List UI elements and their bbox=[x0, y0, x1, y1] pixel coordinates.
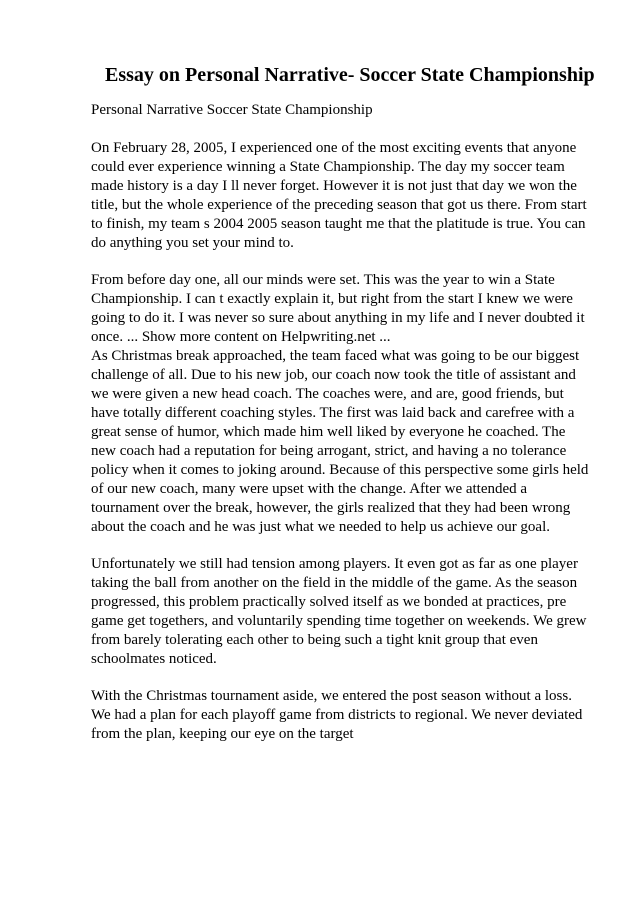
document-subtitle: Personal Narrative Soccer State Championship bbox=[91, 102, 373, 118]
paragraph-5: With the Christmas tournament aside, we entered the post season without a loss. We had a plan for each playoff game from districts to regional. We never deviated from the plan, keeping our eye on the target bbox=[91, 688, 583, 742]
document-title: Essay on Personal Narrative- Soccer State Championship bbox=[105, 64, 595, 86]
paragraph-4: Unfortunately we still had tension among players. It even got as far as one player taking the ball from another on the field in the middle of the game. As the season progressed, this problem practically solved itself as we bonded at practices, pre game get togethers, and voluntarily spending time together on weekends. We grew from barely tolerating each other to being such a tight knit group that even schoolmates noticed. bbox=[91, 556, 587, 667]
paragraph-1: On February 28, 2005, I experienced one of the most exciting events that anyone could ever experience winning a State Championship. The day my soccer team made history is a day I ll never forget. However it is not just that day we won the title, but the whole experience of the preceding season that got us there. From start to finish, my team s 2004 2005 season taught me that the platitude is true. You can do anything you set your mind to. bbox=[91, 140, 587, 251]
paragraph-3: As Christmas break approached, the team faced what was going to be our biggest challenge of all. Due to his new job, our coach now took the title of assistant and we were given a new head coach. The coaches were, and are, good friends, but have totally different coaching styles. The first was laid back and carefree with a great sense of humor, which made him well liked by everyone he coached. The new coach had a reputation for being arrogant, strict, and having a no tolerance policy when it comes to joking around. Because of this perspective some girls held of our new coach, many were upset with the change. After we attended a tournament over the break, however, the girls realized that they had been wrong about the coach and he was just what we needed to help us achieve our goal. bbox=[91, 348, 589, 535]
paragraph-2: From before day one, all our minds were set. This was the year to win a State Championship. I can t exactly explain it, but right from the start I knew we were going to do it. I was never so sure about anything in my life and I never doubted it once. ... Show more content on Helpwriting.net ... bbox=[91, 272, 585, 345]
